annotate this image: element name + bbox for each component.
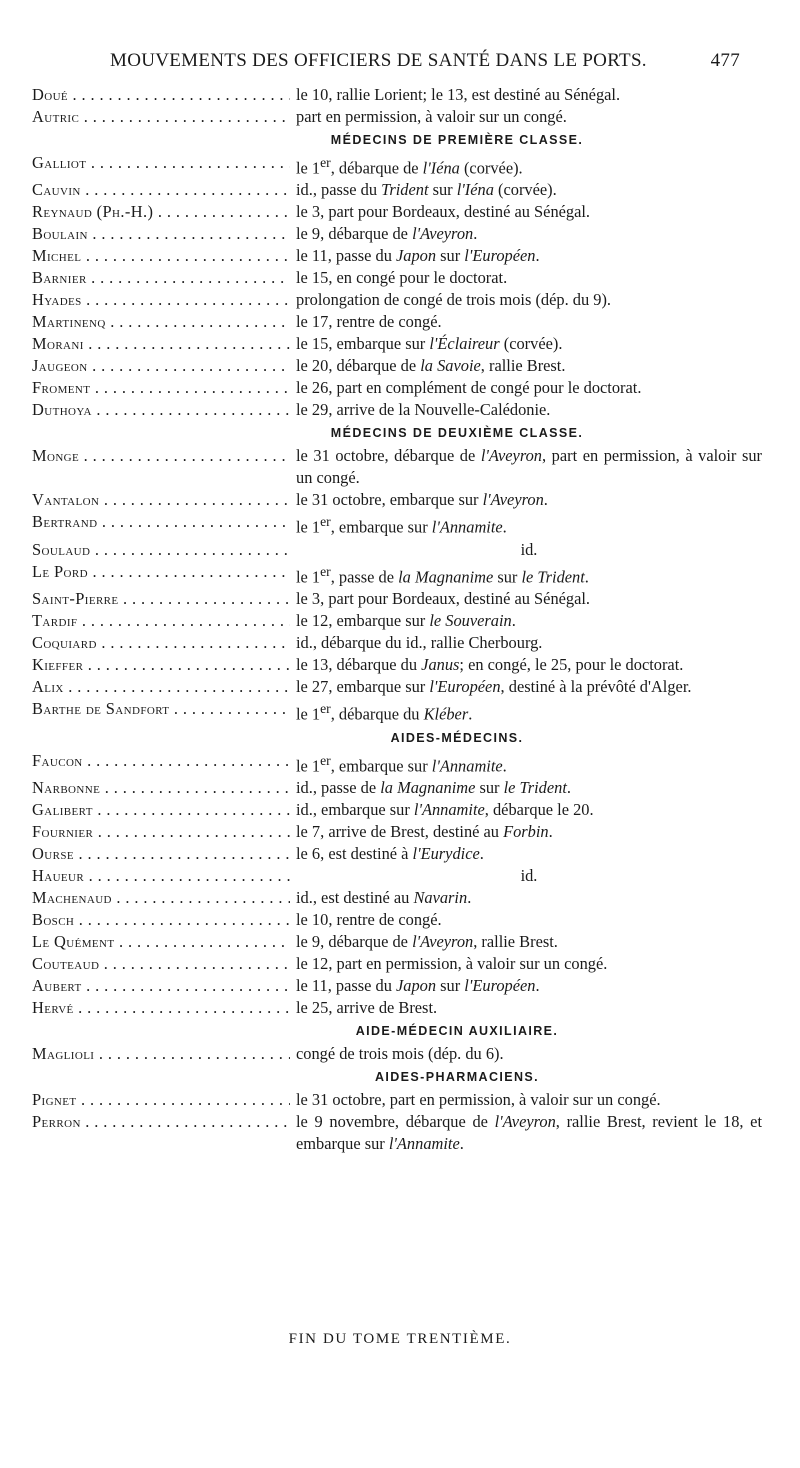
list-item <box>32 887 762 909</box>
movement-text <box>290 843 762 865</box>
document-body <box>32 84 762 1155</box>
list-item <box>32 445 762 489</box>
officer-name: Fournier . . . <box>32 821 290 843</box>
movement-text <box>290 997 762 1019</box>
movement-text <box>290 106 762 128</box>
text-segment: , destiné à la prévôté d'Alger. <box>500 677 692 697</box>
text-segment: . <box>467 888 472 908</box>
officer-name: Jaugeon . . . <box>32 355 290 377</box>
list-item <box>32 289 762 311</box>
text-segment: le 31 octobre, part en permission, à valoir sur un congé. <box>296 1090 661 1110</box>
text-segment: le 9, débarque de <box>296 224 413 244</box>
text-segment: (corvée). <box>493 180 557 200</box>
text-segment: . <box>473 224 478 244</box>
officer-name: Monge . . . <box>32 445 290 489</box>
section-heading: AIDES-PHARMACIENS. <box>374 1070 540 1085</box>
officer-name: Autric . . . <box>32 106 290 128</box>
list-item <box>32 676 762 698</box>
list-item <box>32 931 762 953</box>
text-segment: , embarque sur <box>330 517 432 537</box>
movement-text <box>290 610 762 632</box>
list-item <box>32 865 762 887</box>
officer-name: Bertrand . . . <box>32 511 290 538</box>
officer-name: Ourse . . . <box>32 843 290 865</box>
text-segment: . <box>502 517 507 537</box>
text-segment: Navarin <box>413 888 468 908</box>
movement-text <box>290 245 762 267</box>
officer-name: Cauvin . . . <box>32 179 290 201</box>
list-item <box>32 654 762 676</box>
text-segment: er <box>320 563 331 579</box>
text-segment: le 15, en congé pour le doctorat. <box>296 268 508 288</box>
text-segment: ; en congé, le 25, pour le doctorat. <box>459 655 684 675</box>
list-item <box>32 84 762 106</box>
movement-text <box>290 355 762 377</box>
text-segment: Kléber <box>423 704 469 724</box>
text-segment: congé de trois mois (dép. du 6). <box>296 1044 504 1064</box>
text-segment: id. <box>520 866 538 886</box>
section-heading: MÉDECINS DE PREMIÈRE CLASSE. <box>330 133 584 147</box>
text-segment: le 20, débarque de <box>296 356 421 376</box>
officer-name: Vantalon . . . <box>32 489 290 511</box>
movement-text <box>290 311 762 333</box>
text-segment: le 26, part en complément de congé pour le doctorat. <box>296 378 642 398</box>
text-segment: Japon <box>396 246 437 266</box>
movement-text <box>290 654 762 676</box>
text-segment: id., passe de <box>296 778 381 798</box>
text-segment: . <box>459 1134 464 1154</box>
text-segment: . <box>543 490 548 510</box>
page-number: 477 <box>710 50 740 71</box>
officer-name: Saint-Pierre . . . <box>32 588 290 610</box>
text-segment: le 6, est destiné à <box>296 844 413 864</box>
officer-name: Michel . . . <box>32 245 290 267</box>
list-item <box>32 511 762 538</box>
text-segment: l'Annamite <box>413 800 485 820</box>
text-segment: . <box>548 822 553 842</box>
officer-name: Morani . . . <box>32 333 290 355</box>
officer-name: Duthoya . . . <box>32 399 290 421</box>
text-segment: id., débarque du id., rallie Cherbourg. <box>296 633 543 653</box>
movement-text <box>290 511 762 538</box>
text-segment: le 9, débarque de <box>296 932 413 952</box>
movement-text <box>290 223 762 245</box>
text-segment: l'Iéna <box>422 158 460 178</box>
movement-text <box>290 201 762 223</box>
header-title: MOUVEMENTS DES OFFICIERS DE SANTÉ DANS LE PORTS. <box>110 50 647 71</box>
text-segment: l'Éclaireur <box>429 334 500 354</box>
movement-text <box>290 865 762 887</box>
officer-name: Perron . . . <box>32 1111 290 1155</box>
text-segment: l'Aveyron <box>482 490 544 510</box>
list-item <box>32 909 762 931</box>
text-segment: er <box>320 701 331 717</box>
text-segment: le 31 octobre, embarque sur <box>296 490 483 510</box>
text-segment: le 1 <box>296 567 321 587</box>
officer-name: Tardif . . . <box>32 610 290 632</box>
text-segment: l'Européen <box>464 976 536 996</box>
text-segment: Trident <box>381 180 429 200</box>
movement-text <box>290 289 762 311</box>
list-item <box>32 698 762 725</box>
officer-name: Haueur . . . <box>32 865 290 887</box>
officer-name: Doué . . . <box>32 84 290 106</box>
text-segment: sur <box>428 180 457 200</box>
movement-text <box>290 179 762 201</box>
officer-name: Galliot . . . <box>32 152 290 179</box>
text-segment: , débarque du <box>330 704 424 724</box>
text-segment: l'Européen <box>429 677 501 697</box>
text-segment: le 10, rentre de congé. <box>296 910 442 930</box>
movement-text <box>290 632 762 654</box>
officer-name: Hyades . . . <box>32 289 290 311</box>
text-segment: . <box>468 704 473 724</box>
text-segment: la Savoie <box>420 356 481 376</box>
text-segment: er <box>320 514 331 530</box>
text-segment: sur <box>436 246 465 266</box>
list-item <box>32 223 762 245</box>
text-segment: , rallie Brest, revient le 18, et embarque sur <box>296 1112 763 1154</box>
list-item <box>32 610 762 632</box>
text-segment: le 12, embarque sur <box>296 611 430 631</box>
list-item <box>32 539 762 561</box>
text-segment: la Magnanime <box>380 778 476 798</box>
movement-text <box>290 799 762 821</box>
officer-name: Le Pord . . . <box>32 561 290 588</box>
text-segment: le 3, part pour Bordeaux, destiné au Sénégal. <box>296 589 591 609</box>
text-segment: l'Aveyron <box>412 932 474 952</box>
text-segment: l'Annamite <box>431 517 503 537</box>
movement-text <box>290 152 762 179</box>
list-item <box>32 777 762 799</box>
text-segment: le 1 <box>296 158 321 178</box>
list-item <box>32 1043 762 1065</box>
officer-name: Barnier . . . <box>32 267 290 289</box>
officer-name: Froment . . . <box>32 377 290 399</box>
text-segment: le 9 novembre, débarque de <box>296 1112 495 1132</box>
text-segment: (corvée). <box>459 158 523 178</box>
text-segment: , embarque sur <box>330 756 432 776</box>
text-segment: sur <box>493 567 522 587</box>
text-segment: part en permission, à valoir sur un congé. <box>296 107 567 126</box>
officer-name: Maglioli . . . <box>32 1043 290 1065</box>
list-item <box>32 377 762 399</box>
officer-name: Machenaud . . . <box>32 887 290 909</box>
text-segment: Japon <box>396 976 437 996</box>
text-segment: . <box>502 756 507 776</box>
list-item <box>32 355 762 377</box>
list-item <box>32 1111 762 1155</box>
section-heading: AIDES-MÉDECINS. <box>390 730 524 745</box>
list-item <box>32 588 762 610</box>
text-segment: . <box>511 611 516 631</box>
text-segment: . <box>535 976 540 996</box>
officer-name: Martinenq . . . <box>32 311 290 333</box>
text-segment: l'Aveyron <box>494 1112 556 1132</box>
text-segment: Forbin <box>503 822 549 842</box>
movement-text <box>290 333 762 355</box>
movement-text <box>290 489 762 511</box>
list-item <box>32 399 762 421</box>
text-segment: id., est destiné au <box>296 888 414 908</box>
text-segment: (corvée). <box>499 334 563 354</box>
text-segment: l'Annamite <box>431 756 503 776</box>
officer-name: Aubert . . . <box>32 975 290 997</box>
text-segment: l'Aveyron <box>480 446 542 466</box>
text-segment: . <box>584 567 589 587</box>
movement-text <box>290 588 762 610</box>
movement-text <box>290 931 762 953</box>
officer-name: Galibert . . . <box>32 799 290 821</box>
text-segment: le 29, arrive de la Nouvelle-Calédonie. <box>296 400 551 420</box>
movement-text <box>290 777 762 799</box>
movement-text <box>290 953 762 975</box>
list-item <box>32 106 762 128</box>
text-segment: prolongation de congé de trois mois (dép. du 9). <box>296 290 611 310</box>
text-segment: la Magnanime <box>398 567 494 587</box>
text-segment: le Trident <box>503 778 567 798</box>
text-segment: le 12, part en permission, à valoir sur un congé. <box>296 954 608 974</box>
text-segment: le Trident <box>521 567 585 587</box>
text-segment: id., embarque sur <box>296 800 414 820</box>
text-segment: le Souverain <box>429 611 512 631</box>
end-of-volume-note: FIN DU TOME TRENTIÈME. <box>288 1331 512 1347</box>
officer-name: Boulain . . . <box>32 223 290 245</box>
text-segment: l'Européen <box>464 246 536 266</box>
text-segment: le 11, passe du <box>296 976 396 996</box>
list-item <box>32 799 762 821</box>
movement-text <box>290 750 762 777</box>
text-segment: er <box>320 752 331 768</box>
list-item <box>32 975 762 997</box>
text-segment: , rallie Brest. <box>473 932 558 952</box>
text-segment: l'Annamite <box>388 1134 460 1154</box>
text-segment: le 3, part pour Bordeaux, destiné au Sénégal. <box>296 202 591 222</box>
text-segment: l'Iéna <box>456 180 494 200</box>
text-segment: sur <box>436 976 465 996</box>
text-segment: . <box>535 246 540 266</box>
text-segment: , débarque le 20. <box>484 800 594 820</box>
officer-name: Bosch . . . <box>32 909 290 931</box>
text-segment: . <box>566 778 572 798</box>
movement-text <box>290 377 762 399</box>
list-item <box>32 179 762 201</box>
list-item <box>32 1089 762 1111</box>
movement-text <box>290 975 762 997</box>
text-segment: le 25, arrive de Brest. <box>296 998 438 1018</box>
officer-name: Reynaud (Ph.-H.) . . . <box>32 201 290 223</box>
officer-name: Hervé . . . <box>32 997 290 1019</box>
movement-text <box>290 909 762 931</box>
section-heading: MÉDECINS DE DEUXIÈME CLASSE. <box>330 426 584 441</box>
text-segment: , rallie Brest. <box>480 356 566 376</box>
movement-text <box>290 1089 762 1111</box>
text-segment: le 13, débarque du <box>296 655 422 675</box>
text-segment: le 11, passe du <box>296 246 396 266</box>
text-segment: le 17, rentre de congé. <box>296 312 442 332</box>
list-item <box>32 821 762 843</box>
list-item <box>32 750 762 777</box>
list-item <box>32 997 762 1019</box>
list-item <box>32 152 762 179</box>
officer-name: Narbonne . . . <box>32 777 290 799</box>
text-segment: l'Eurydice <box>412 844 480 864</box>
officer-name: Barthe de Sandfort . . . <box>32 698 290 725</box>
movement-text <box>290 1043 762 1065</box>
movement-text <box>290 887 762 909</box>
list-item <box>32 267 762 289</box>
movement-text <box>290 1111 762 1155</box>
list-item <box>32 333 762 355</box>
text-segment: id. <box>520 539 538 559</box>
text-segment: , passe de <box>330 567 399 587</box>
text-segment: le 10, rallie Lorient; le 13, est destiné au Sénégal. <box>296 85 621 104</box>
officer-name: Faucon . . . <box>32 750 290 777</box>
movement-text <box>290 676 762 698</box>
text-segment: id., passe du <box>296 180 382 200</box>
text-segment: , part en permission, à valoir sur un congé. <box>296 446 762 488</box>
officer-name: Kieffer . . . <box>32 654 290 676</box>
list-item <box>32 843 762 865</box>
list-item <box>32 561 762 588</box>
movement-text <box>290 84 762 106</box>
text-segment: le 27, embarque sur <box>296 677 430 697</box>
officer-name: Pignet . . . <box>32 1089 290 1111</box>
officer-name: Alix . . . <box>32 676 290 698</box>
officer-name: Couteaud . . . <box>32 953 290 975</box>
movement-text <box>290 698 762 725</box>
list-item <box>32 245 762 267</box>
officer-name: Soulaud . . . <box>32 539 290 561</box>
list-item <box>32 201 762 223</box>
list-item <box>32 953 762 975</box>
movement-text <box>290 399 762 421</box>
officer-name: Le Quément . . . <box>32 931 290 953</box>
text-segment: er <box>320 155 331 170</box>
text-segment: sur <box>475 778 504 798</box>
text-segment: le 31 octobre, débarque de <box>296 446 481 466</box>
text-segment: le 7, arrive de Brest, destiné au <box>296 822 504 842</box>
movement-text <box>290 445 762 489</box>
text-segment: le 1 <box>296 704 321 724</box>
list-item <box>32 311 762 333</box>
text-segment: le 15, embarque sur <box>296 334 430 354</box>
section-heading: AIDE-MÉDECIN AUXILIAIRE. <box>355 1024 559 1039</box>
movement-text <box>290 821 762 843</box>
text-segment: l'Aveyron <box>412 224 474 244</box>
list-item <box>32 489 762 511</box>
text-segment: le 1 <box>296 517 321 537</box>
movement-text <box>290 561 762 588</box>
text-segment: Janus <box>421 655 460 675</box>
text-segment: . <box>479 844 484 864</box>
movement-text <box>290 267 762 289</box>
officer-name: Coquiard . . . <box>32 632 290 654</box>
movement-text <box>290 539 762 561</box>
text-segment: , débarque de <box>330 158 423 178</box>
list-item <box>32 632 762 654</box>
text-segment: le 1 <box>296 756 321 776</box>
